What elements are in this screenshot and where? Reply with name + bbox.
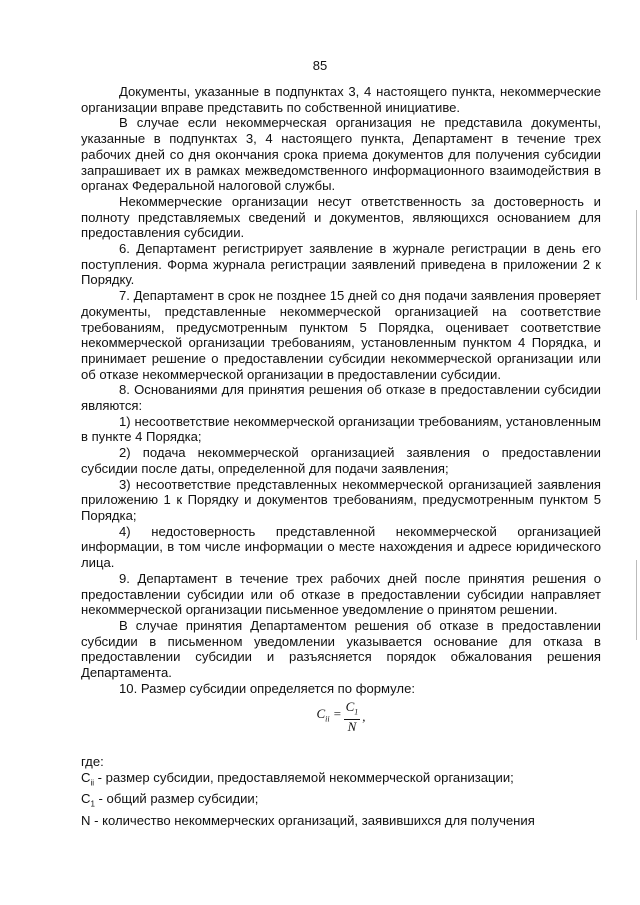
paragraph: 10. Размер субсидии определяется по формуле:: [119, 680, 415, 696]
list-item: 3) несоответствие представленных некоммерческой организацией заявления приложению 1 к Порядку и документов требованиям, предусмотренным пунктом 5 Порядка;: [81, 476, 601, 523]
formula-numerator: $C_1$: [344, 700, 361, 720]
paragraph: В случае принятия Департаментом решения об отказе в предоставлении субсидии в письменном уведомлении указывается основание для отказа в предоставлении субсидии и разъясняется порядок обжалования решения Департамента.: [81, 617, 601, 681]
scan-edge-mark: [636, 560, 637, 640]
where-label: где:: [81, 754, 104, 770]
formula-fraction: [344, 700, 361, 733]
paragraph: Документы, указанные в подпунктах 3, 4 настоящего пункта, некоммерческие организации вправе представить по собственной инициативе.: [81, 84, 601, 115]
formula-lhs: $C_{ii}$ =: [316, 706, 342, 724]
list-item: 4) недостоверность представленной некоммерческой организацией информации, в том числе информации о месте нахождения и адресе юридического лица.: [81, 523, 601, 571]
definition-item: $C_{ii}$ - размер субсидии, предоставляемой некоммерческой организации;: [81, 770, 514, 788]
paragraph: 7. Департамент в срок не позднее 15 дней со дня подачи заявления проверяет документы, представленные некоммерческой организацией на соответствие требованиям, предусмотренным пунктом 5 Порядка, оценивает соответствие некоммерческой организации требованиям, установленным пунктом 4 Порядка, и принимает решение о предоставлении субсидии некоммерческой организации или об отказе некоммерческой организации в предоставлении субсидии.: [81, 288, 601, 382]
formula-tail: ,: [362, 708, 366, 724]
document-body: [81, 84, 601, 834]
paragraph: В случае если некоммерческая организация не представила документы, указанные в подпунктах 3, 4 настоящего пункта, Департамент в течение трех рабочих дней со дня окончания срока приема документов для получения субсидии запрашивает их в рамках межведомственного информационного взаимодействия в органах Федеральной налоговой службы.: [81, 115, 601, 194]
subsidy-formula: [81, 699, 601, 735]
formula-denominator: N: [347, 719, 357, 735]
paragraph: 8. Основаниями для принятия решения об отказе в предоставлении субсидии являются:: [81, 382, 601, 414]
paragraph: 9. Департамент в течение трех рабочих дней после принятия решения о предоставлении субсидии или об отказе в предоставлении субсидии направляет некоммерческой организации письменное уведомление о принятом решении.: [81, 570, 601, 618]
scan-edge-mark: [636, 210, 637, 300]
list-item: 2) подача некоммерческой организацией заявления о предоставлении субсидии после даты, определенной для подачи заявления;: [81, 445, 601, 476]
definition-item: N - количество некоммерческих организаций, заявившихся для получения: [81, 812, 535, 828]
paragraph: Некоммерческие организации несут ответственность за достоверность и полноту представляемых сведений и документов, являющихся основанием для предоставления субсидии.: [81, 193, 601, 241]
paragraph: 6. Департамент регистрирует заявление в журнале регистрации в день его поступления. Форма журнала регистрации заявлений приведена в приложении 2 к Порядку.: [81, 241, 601, 288]
page-number: 85: [312, 58, 328, 73]
definition-item: $C_1$ - общий размер субсидии;: [81, 791, 259, 810]
list-item: 1) несоответствие некоммерческой организации требованиям, установленным в пункте 4 Порядка;: [81, 413, 601, 445]
